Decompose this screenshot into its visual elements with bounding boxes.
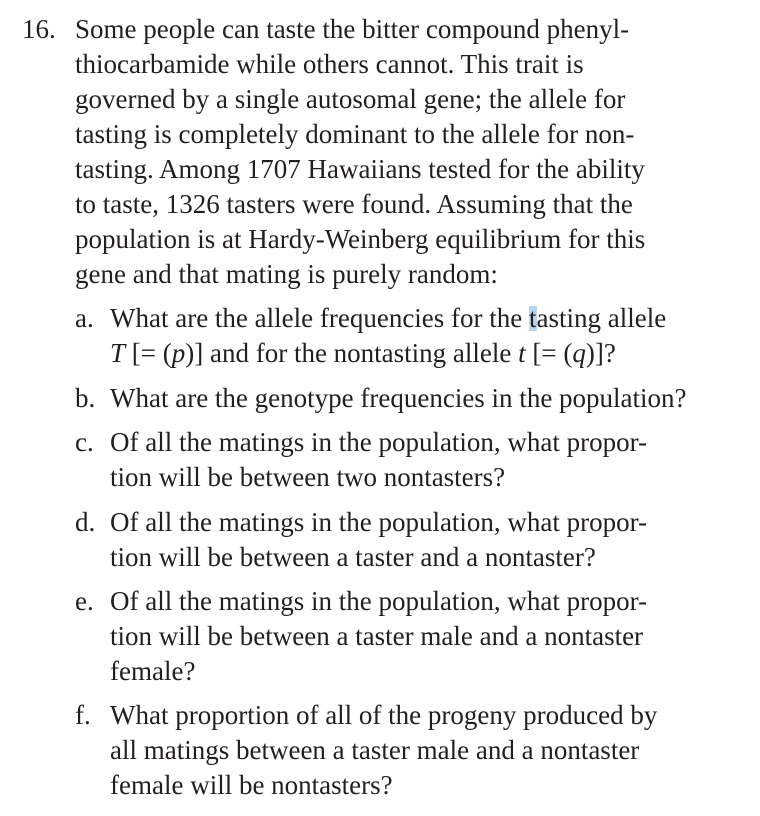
part-f-text[interactable] xyxy=(110,698,760,803)
variable-T: T xyxy=(110,338,126,368)
stem-line: governed by a single autosomal gene; the allele for xyxy=(75,84,626,114)
text-segment: )] and for the nontasting allele xyxy=(185,338,519,368)
part-line: female? xyxy=(110,656,196,686)
part-label: a. xyxy=(75,303,94,333)
part-label: b. xyxy=(75,383,96,413)
part-line: Of all the matings in the population, what propor- xyxy=(110,507,648,537)
variable-t: t xyxy=(518,338,526,368)
stem-line: gene and that mating is purely random: xyxy=(75,259,498,289)
part-line: tion will be between two nontasters? xyxy=(110,462,506,492)
part-line: What proportion of all of the progeny produced by xyxy=(110,700,658,730)
text-segment: )]? xyxy=(585,338,616,368)
stem-line: thiocarbamide while others cannot. This trait is xyxy=(75,49,584,79)
part-d-text[interactable] xyxy=(110,505,760,575)
text-segment: t xyxy=(529,303,537,333)
part-label: c. xyxy=(75,427,94,457)
part-a-line-1 xyxy=(110,301,760,336)
part-line: What are the genotype frequencies in the population? xyxy=(110,383,687,413)
part-a-line-2 xyxy=(110,336,760,371)
part-b-text[interactable] xyxy=(110,381,760,416)
text-segment: What are the allele frequencies for the xyxy=(110,303,530,333)
text-segment: [= ( xyxy=(125,338,172,368)
part-line: tion will be between a taster male and a nontaster xyxy=(110,621,644,651)
question-stem xyxy=(75,12,760,292)
stem-line: to taste, 1326 tasters were found. Assuming that the xyxy=(75,189,633,219)
part-line: all matings between a taster male and a nontaster xyxy=(110,735,640,765)
part-line: Of all the matings in the population, what propor- xyxy=(110,586,648,616)
part-e-text[interactable] xyxy=(110,584,760,689)
variable-q: q xyxy=(572,338,586,368)
part-line: Of all the matings in the population, what propor- xyxy=(110,427,648,457)
stem-line: Some people can taste the bitter compound phenyl- xyxy=(75,14,630,44)
part-a-text[interactable] xyxy=(110,301,760,371)
stem-line: tasting is completely dominant to the allele for non- xyxy=(75,119,635,149)
variable-p: p xyxy=(171,338,186,368)
part-c-text[interactable] xyxy=(110,425,760,495)
part-label: d. xyxy=(75,507,96,537)
stem-line: population is at Hardy-Weinberg equilibrium for this xyxy=(75,224,646,254)
text-segment: asting allele xyxy=(536,303,667,333)
question-number: 16. xyxy=(22,14,56,44)
part-line: tion will be between a taster and a nontaster? xyxy=(110,542,596,572)
part-label: e. xyxy=(75,586,94,616)
text-segment: [= ( xyxy=(525,338,573,368)
part-line: female will be nontasters? xyxy=(110,770,393,800)
part-label: f. xyxy=(75,700,91,730)
stem-line: tasting. Among 1707 Hawaiians tested for the ability xyxy=(75,154,645,184)
